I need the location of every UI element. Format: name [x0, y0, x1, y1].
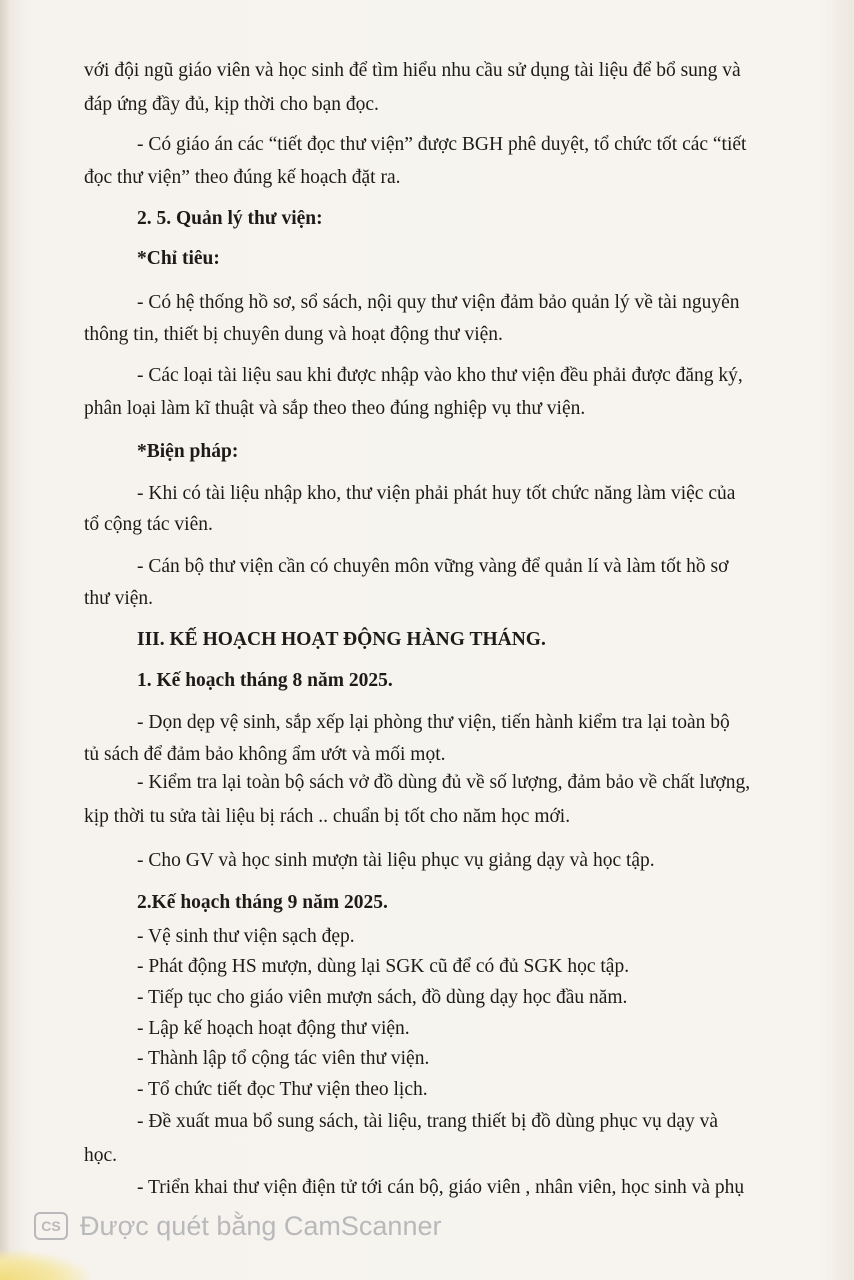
list-item: - Vệ sinh thư viện sạch đẹp. [137, 926, 355, 947]
text-line: - Dọn dẹp vệ sinh, sắp xếp lại phòng thư viện, tiến hành kiểm tra lại toàn bộ [137, 712, 730, 733]
list-item: - Đề xuất mua bổ sung sách, tài liệu, trang thiết bị đồ dùng phục vụ dạy và [137, 1111, 719, 1132]
text-line: thư viện. [84, 588, 154, 609]
text-line: kịp thời tu sửa tài liệu bị rách .. chuẩn bị tốt cho năm học mới. [84, 806, 571, 827]
camscanner-logo-icon: CS [34, 1212, 68, 1240]
section-heading: 1. Kế hoạch tháng 8 năm 2025. [137, 670, 393, 691]
text-line: phân loại làm kĩ thuật và sắp theo theo đúng nghiệp vụ thư viện. [84, 398, 586, 419]
text-line: - Các loại tài liệu sau khi được nhập vào kho thư viện đều phải được đăng ký, [137, 365, 743, 386]
watermark-text: Được quét bằng CamScanner [80, 1210, 442, 1241]
text-line: với đội ngũ giáo viên và học sinh để tìm hiểu nhu cầu sử dụng tài liệu để bổ sung và [84, 60, 741, 81]
page-shadow-edge [0, 0, 10, 1280]
text-line: tổ cộng tác viên. [84, 514, 213, 535]
text-line: - Kiểm tra lại toàn bộ sách vở đồ dùng đủ về số lượng, đảm bảo về chất lượng, [137, 772, 751, 793]
text-line: đọc thư viện” theo đúng kế hoạch đặt ra. [84, 167, 401, 188]
section-heading: III. KẾ HOẠCH HOẠT ĐỘNG HÀNG THÁNG. [137, 629, 546, 650]
text-line: học. [84, 1145, 118, 1166]
list-item: - Thành lập tổ cộng tác viên thư viện. [137, 1048, 430, 1069]
list-item: - Triển khai thư viện điện tử tới cán bộ, giáo viên , nhân viên, học sinh và phụ [137, 1177, 745, 1198]
text-line: thông tin, thiết bị chuyên dung và hoạt động thư viện. [84, 324, 503, 345]
list-item: - Phát động HS mượn, dùng lại SGK cũ để có đủ SGK học tập. [137, 956, 630, 977]
section-heading: 2.Kế hoạch tháng 9 năm 2025. [137, 892, 388, 913]
camscanner-watermark [34, 1208, 441, 1244]
text-line: - Có giáo án các “tiết đọc thư viện” được BGH phê duyệt, tổ chức tốt các “tiết [137, 134, 747, 155]
subheading: *Biện pháp: [137, 441, 239, 462]
text-line: đáp ứng đầy đủ, kịp thời cho bạn đọc. [84, 94, 379, 115]
list-item: - Tổ chức tiết đọc Thư viện theo lịch. [137, 1079, 428, 1100]
page-corner-stain [0, 1250, 90, 1280]
list-item: - Tiếp tục cho giáo viên mượn sách, đồ dùng dạy học đầu năm. [137, 987, 628, 1008]
text-line: - Khi có tài liệu nhập kho, thư viện phải phát huy tốt chức năng làm việc của [137, 483, 736, 504]
text-line: - Có hệ thống hồ sơ, sổ sách, nội quy thư viện đảm bảo quản lý về tài nguyên [137, 292, 740, 313]
text-line: - Cán bộ thư viện cần có chuyên môn vững vàng để quản lí và làm tốt hồ sơ [137, 556, 729, 577]
subheading: *Chỉ tiêu: [137, 248, 220, 269]
text-line: tủ sách để đảm bảo không ẩm ướt và mối mọt. [84, 744, 446, 765]
list-item: - Lập kế hoạch hoạt động thư viện. [137, 1018, 410, 1039]
text-line: - Cho GV và học sinh mượn tài liệu phục vụ giảng dạy và học tập. [137, 850, 655, 871]
section-heading: 2. 5. Quản lý thư viện: [137, 208, 323, 229]
